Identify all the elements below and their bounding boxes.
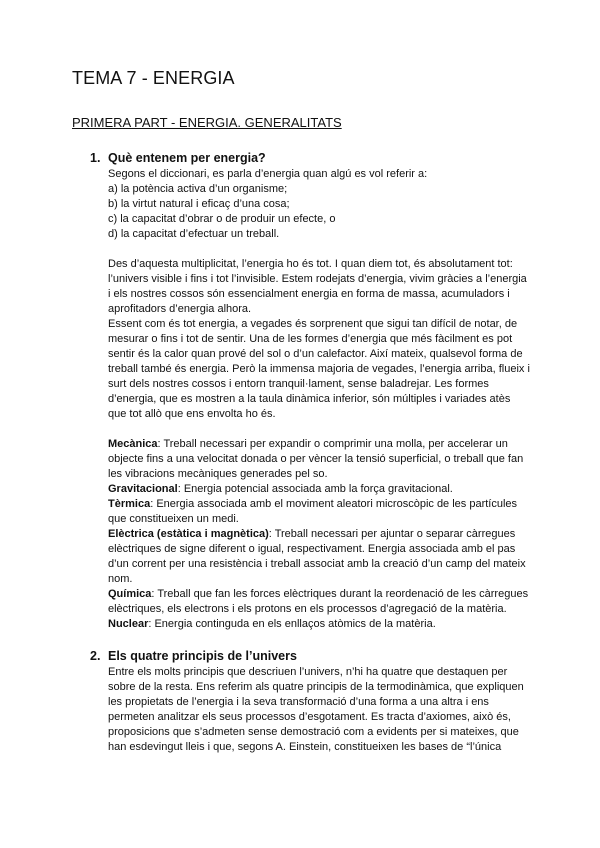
section-1-title: Què entenem per energia?	[108, 151, 266, 165]
definition-term: Gravitacional	[108, 483, 178, 495]
part-heading: PRIMERA PART - ENERGIA. GENERALITATS	[72, 115, 342, 130]
definition-mecanica	[108, 437, 530, 482]
definition-text: : Treball necessari per ajuntar o separar càrregues elèctriques de signe diferent o igual, respectivament. Energia associada amb el pas d’un corrent per una resistència i treball associat amb la creació d’un camp del mateix nom.	[108, 528, 526, 585]
definition-term: Nuclear	[108, 618, 149, 630]
section-2-number: 2.	[90, 649, 101, 663]
section-2-heading	[90, 648, 530, 664]
definition-gravitacional	[108, 482, 530, 497]
definition-term: Tèrmica	[108, 498, 151, 510]
section-1-body	[108, 167, 530, 632]
definition-term: Mecànica	[108, 438, 158, 450]
definition-text: : Treball que fan les forces elèctriques durant la reordenació de les càrregues elèctriques, els electrons i els protons en els processos d’agregació de la matèria.	[108, 588, 529, 615]
definition-quimica	[108, 587, 530, 617]
spacer	[108, 422, 530, 437]
definition-nuclear	[108, 617, 530, 632]
section-2-title: Els quatre principis de l’univers	[108, 649, 297, 663]
definition-term: Elèctrica (estàtica i magnètica)	[108, 528, 269, 540]
definition-text: : Energia potencial associada amb la força gravitacional.	[177, 483, 453, 495]
definition-term: Química	[108, 588, 152, 600]
definition-termica	[108, 497, 530, 527]
paragraph: Essent com és tot energia, a vegades és sorprenent que sigui tan difícil de notar, de mesurar o fins i tot de sentir. Una de les formes d’energia que més fàcilment es pot sentir és la calor quan prové del sol o d’un calefactor. Així mateix, qualsevol forma de treball també és energia. Però la immensa majoria de vegades, l’energia arriba, flueix i surt dels nostres cossos i entorn tranquil·lament, sense baladrejar. Les formes d’energia, que es mostren a la taula dinàmica inferior, són múltiples i variades atès que tot allò que ens envolta ho és.	[108, 318, 530, 420]
section-2-body	[108, 665, 530, 755]
list-item: b) la virtut natural i eficaç d’una cosa;	[108, 198, 290, 210]
spacer	[108, 242, 530, 257]
paragraph: Des d’aquesta multiplicitat, l’energia ho és tot. I quan diem tot, és absolutament tot: l’univers visible i fins i tot l’invisible. Estem rodejats d’energia, vivim gràcies a l’energia i els nostres cossos són essencialment energia en forma de massa, acumuladors i aprofitadors d’energia alhora.	[108, 258, 527, 315]
definition-electrica	[108, 527, 530, 587]
list-item: c) la capacitat d’obrar o de produir un efecte, o	[108, 213, 336, 225]
section-1	[90, 150, 530, 632]
list-item: a) la potència activa d’un organisme;	[108, 183, 288, 195]
document-title: TEMA 7 - ENERGIA	[72, 68, 235, 88]
list-item: d) la capacitat d’efectuar un treball.	[108, 228, 280, 240]
paragraph: Entre els molts principis que descriuen l’univers, n’hi ha quatre que destaquen per sobre de la resta. Ens referim als quatre principis de la termodinàmica, que expliquen les propietats de l’energia i la seva transformació d’una forma a una altra i ens permeten analitzar els seus processos d’esgotament. Es tracta d’axiomes, això és, proposicions que s’admeten sense demostració com a evidents per si mateixes, que han esdevingut lleis i que, segons A. Einstein, constitueixen les bases de “l’única	[108, 666, 524, 753]
definition-text: : Energia continguda en els enllaços atòmics de la matèria.	[148, 618, 436, 630]
section-1-heading	[90, 150, 530, 166]
section-1-number: 1.	[90, 151, 101, 165]
definition-text: : Treball necessari per expandir o comprimir una molla, per accelerar un objecte fins a una velocitat donada o per vèncer la tensió superficial, o treball que fan les vibracions mecàniques generades pel so.	[108, 438, 524, 480]
definition-text: : Energia associada amb el moviment aleatori microscòpic de les partícules que constitueixen un medi.	[108, 498, 518, 525]
intro-text: Segons el diccionari, es parla d’energia quan algú es vol referir a:	[108, 168, 428, 180]
section-2	[90, 648, 530, 755]
